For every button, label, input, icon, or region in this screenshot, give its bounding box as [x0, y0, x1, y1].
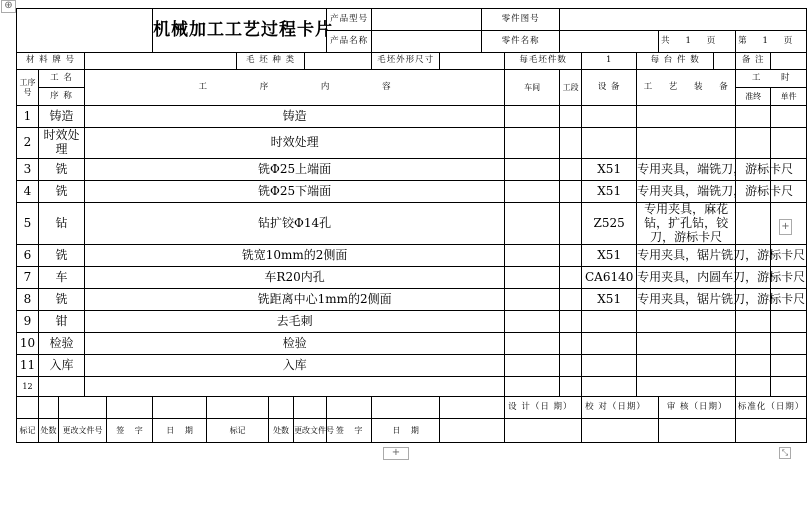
- op-section[interactable]: [560, 181, 582, 203]
- op-name[interactable]: 车: [39, 267, 85, 289]
- op-unit[interactable]: [771, 106, 807, 128]
- op-workshop[interactable]: [505, 267, 560, 289]
- op-name[interactable]: 铣: [39, 159, 85, 181]
- table-row: [17, 128, 807, 159]
- part-drawing-no-value[interactable]: [560, 9, 807, 31]
- op-workshop[interactable]: [505, 355, 560, 377]
- op-section[interactable]: [560, 159, 582, 181]
- rev-blank[interactable]: [59, 397, 107, 419]
- op-content[interactable]: 铣Φ25下端面: [85, 181, 505, 203]
- op-no[interactable]: 3: [17, 159, 39, 181]
- op-equipment[interactable]: [582, 377, 637, 397]
- col-equipment: 设 备: [582, 70, 637, 106]
- proofread-label: 校 对（日期）: [582, 397, 659, 419]
- op-equipment[interactable]: Z525: [582, 203, 637, 245]
- rev-sign-label: 签 字: [107, 419, 153, 443]
- col-workshop: 车间: [505, 70, 560, 106]
- table-row: [17, 106, 807, 128]
- op-equipment[interactable]: X51: [582, 159, 637, 181]
- op-name[interactable]: 钻: [39, 203, 85, 245]
- op-no[interactable]: 2: [17, 128, 39, 159]
- op-equipment[interactable]: [582, 128, 637, 159]
- table-move-handle[interactable]: ⊕: [1, 0, 16, 13]
- op-tooling[interactable]: 专用夹具，麻花钻，扩孔钻，铰刀，游标卡尺: [637, 203, 736, 245]
- rev-blank[interactable]: [207, 397, 269, 419]
- table-row: [17, 311, 807, 333]
- col-op-no: 工序号: [17, 70, 39, 106]
- rev-blank[interactable]: [440, 397, 505, 419]
- rev-doc-no-label-2: 更改文件号: [294, 419, 327, 443]
- blank-type-label: 毛 坯 种 类: [237, 53, 305, 70]
- op-no[interactable]: 10: [17, 333, 39, 355]
- op-section[interactable]: [560, 128, 582, 159]
- op-no[interactable]: 7: [17, 267, 39, 289]
- op-content[interactable]: 车R20内孔: [85, 267, 505, 289]
- rev-blank[interactable]: [17, 397, 39, 419]
- op-prep[interactable]: [736, 377, 771, 397]
- col-op-content: 工 序 内 容: [85, 70, 505, 106]
- pieces-per-blank-value[interactable]: 1: [582, 53, 637, 70]
- per-unit-value[interactable]: [714, 53, 736, 70]
- col-hours: 工 时: [736, 70, 807, 88]
- rev-date-label-2: 日 期: [372, 419, 440, 443]
- op-content[interactable]: 去毛刺: [85, 311, 505, 333]
- page-prefix: 第: [738, 35, 748, 46]
- op-workshop[interactable]: [505, 289, 560, 311]
- op-tooling[interactable]: 专用夹具，端铣刀，游标卡尺: [637, 159, 736, 181]
- col-unit: 单件: [771, 88, 807, 106]
- table-row: [17, 333, 807, 355]
- op-workshop[interactable]: [505, 181, 560, 203]
- table-resize-handle[interactable]: ⤡: [779, 447, 791, 459]
- op-name[interactable]: 铣: [39, 289, 85, 311]
- table-row: [17, 377, 807, 397]
- op-no[interactable]: 12: [17, 377, 39, 397]
- remarks-label: 备 注: [736, 53, 771, 70]
- col-tooling: 工 艺 装 备: [637, 70, 736, 106]
- op-workshop[interactable]: [505, 159, 560, 181]
- op-equipment[interactable]: X51: [582, 289, 637, 311]
- product-model-value[interactable]: [372, 9, 482, 31]
- process-card-table: [16, 8, 807, 443]
- part-name-label: 零件名称: [482, 31, 560, 53]
- total-pages-cell: [659, 31, 736, 53]
- review-value[interactable]: [659, 419, 736, 443]
- op-prep[interactable]: [736, 311, 771, 333]
- op-unit[interactable]: [771, 355, 807, 377]
- op-workshop[interactable]: [505, 245, 560, 267]
- op-section[interactable]: [560, 106, 582, 128]
- table-row: [17, 159, 807, 181]
- op-tooling[interactable]: 专用夹具，内圆车刀，游标卡尺: [637, 267, 736, 289]
- op-equipment[interactable]: [582, 333, 637, 355]
- op-tooling[interactable]: [637, 311, 736, 333]
- blank-type-value[interactable]: [305, 53, 372, 70]
- col-prep: 准终: [736, 88, 771, 106]
- op-content[interactable]: 铣Φ25上端面: [85, 159, 505, 181]
- op-section[interactable]: [560, 203, 582, 245]
- op-equipment[interactable]: [582, 355, 637, 377]
- rev-count-label-2: 处数: [269, 419, 294, 443]
- rev-blank[interactable]: [153, 397, 207, 419]
- rev-blank[interactable]: [440, 419, 505, 443]
- part-drawing-no-label: 零件图号: [482, 9, 560, 31]
- op-section[interactable]: [560, 245, 582, 267]
- op-unit[interactable]: [771, 311, 807, 333]
- blank-size-label: 毛坯外形尺寸: [372, 53, 440, 70]
- table-row: [17, 203, 807, 245]
- op-workshop[interactable]: [505, 311, 560, 333]
- op-equipment[interactable]: X51: [582, 181, 637, 203]
- page-no-cell: [736, 31, 807, 53]
- blank-size-value[interactable]: [440, 53, 505, 70]
- op-name[interactable]: 入库: [39, 355, 85, 377]
- op-equipment[interactable]: CA6140: [582, 267, 637, 289]
- per-unit-label: 每 台 件 数: [637, 53, 714, 70]
- op-tooling[interactable]: 专用夹具，锯片铣刀，游标卡尺: [637, 289, 736, 311]
- op-workshop[interactable]: [505, 333, 560, 355]
- op-prep[interactable]: [736, 333, 771, 355]
- product-model-label: 产品型号: [327, 9, 372, 31]
- design-value[interactable]: [505, 419, 582, 443]
- op-tooling[interactable]: [637, 128, 736, 159]
- design-label: 设 计（日 期）: [505, 397, 582, 419]
- op-workshop[interactable]: [505, 377, 560, 397]
- op-no[interactable]: 9: [17, 311, 39, 333]
- rev-mark-label: 标记: [17, 419, 39, 443]
- op-name[interactable]: 铸造: [39, 106, 85, 128]
- part-name-value[interactable]: [560, 31, 659, 53]
- rev-blank[interactable]: [327, 397, 372, 419]
- op-section[interactable]: [560, 377, 582, 397]
- op-no[interactable]: 11: [17, 355, 39, 377]
- material-grade-value[interactable]: [85, 53, 237, 70]
- table-row: [17, 289, 807, 311]
- table-row: [17, 181, 807, 203]
- op-prep[interactable]: [736, 128, 771, 159]
- op-tooling[interactable]: [637, 355, 736, 377]
- total-unit: 页: [706, 35, 717, 46]
- remarks-value[interactable]: [771, 53, 807, 70]
- material-grade-label: 材 料 牌 号: [17, 53, 85, 70]
- rev-date-label: 日 期: [153, 419, 207, 443]
- op-equipment[interactable]: X51: [582, 245, 637, 267]
- col-op-name-1: 工 名: [39, 70, 85, 88]
- op-section[interactable]: [560, 333, 582, 355]
- page-unit: 页: [783, 35, 794, 46]
- op-name[interactable]: 钳: [39, 311, 85, 333]
- op-content[interactable]: 铣宽10mm的2侧面: [85, 245, 505, 267]
- op-unit[interactable]: [771, 128, 807, 159]
- standardize-label: 标准化（日期）: [736, 397, 807, 419]
- rev-blank[interactable]: [269, 397, 294, 419]
- proofread-value[interactable]: [582, 419, 659, 443]
- total-pages: 1: [685, 35, 692, 46]
- op-section[interactable]: [560, 311, 582, 333]
- op-content[interactable]: 铸造: [85, 106, 505, 128]
- op-content[interactable]: [85, 377, 505, 397]
- total-prefix: 共: [661, 35, 671, 46]
- product-name-value[interactable]: [372, 31, 482, 53]
- op-workshop[interactable]: [505, 203, 560, 245]
- standardize-value[interactable]: [736, 419, 807, 443]
- op-unit[interactable]: [771, 377, 807, 397]
- op-equipment[interactable]: [582, 311, 637, 333]
- op-name[interactable]: 铣: [39, 245, 85, 267]
- blank-header-cell: [17, 9, 153, 53]
- process-card: [16, 8, 806, 443]
- page-no: 1: [762, 35, 769, 46]
- add-row-button[interactable]: +: [383, 447, 409, 460]
- op-content[interactable]: 钻扩铰Φ14孔: [85, 203, 505, 245]
- op-prep[interactable]: [736, 106, 771, 128]
- op-content[interactable]: 入库: [85, 355, 505, 377]
- op-no[interactable]: 5: [17, 203, 39, 245]
- rev-blank[interactable]: [294, 397, 327, 419]
- product-name-label: 产品名称: [327, 31, 372, 53]
- pieces-per-blank-label: 每毛坯件数: [505, 53, 582, 70]
- add-column-button[interactable]: +: [779, 219, 792, 235]
- op-name[interactable]: [39, 377, 85, 397]
- op-prep[interactable]: [736, 203, 771, 245]
- rev-blank[interactable]: [39, 397, 59, 419]
- table-row: [17, 245, 807, 267]
- op-unit[interactable]: [771, 333, 807, 355]
- op-name[interactable]: 检验: [39, 333, 85, 355]
- op-tooling[interactable]: 专用夹具，端铣刀，游标卡尺: [637, 181, 736, 203]
- op-name[interactable]: 时效处理: [39, 128, 85, 159]
- op-workshop[interactable]: [505, 128, 560, 159]
- op-workshop[interactable]: [505, 106, 560, 128]
- table-row: [17, 355, 807, 377]
- op-no[interactable]: 1: [17, 106, 39, 128]
- rev-count-label: 处数: [39, 419, 59, 443]
- table-row: [17, 267, 807, 289]
- op-content[interactable]: 铣距离中心1mm的2侧面: [85, 289, 505, 311]
- op-tooling[interactable]: [637, 333, 736, 355]
- rev-sign-label-2: 签 字: [327, 419, 372, 443]
- col-op-name-2: 序 称: [39, 88, 85, 106]
- rev-doc-no-label: 更改文件号: [59, 419, 107, 443]
- rev-blank[interactable]: [107, 397, 153, 419]
- op-equipment[interactable]: [582, 106, 637, 128]
- op-no[interactable]: 8: [17, 289, 39, 311]
- op-content[interactable]: 时效处理: [85, 128, 505, 159]
- card-title: 机械加工工艺过程卡片: [153, 9, 327, 53]
- op-tooling[interactable]: [637, 377, 736, 397]
- col-section: 工段: [560, 70, 582, 106]
- op-tooling[interactable]: [637, 106, 736, 128]
- op-no[interactable]: 6: [17, 245, 39, 267]
- rev-blank[interactable]: [372, 397, 440, 419]
- op-section[interactable]: [560, 267, 582, 289]
- op-tooling[interactable]: 专用夹具，锯片铣刀，游标卡尺: [637, 245, 736, 267]
- review-label: 审 核（日期）: [659, 397, 736, 419]
- op-section[interactable]: [560, 289, 582, 311]
- rev-mark-label-2: 标记: [207, 419, 269, 443]
- op-content[interactable]: 检验: [85, 333, 505, 355]
- op-name[interactable]: 铣: [39, 181, 85, 203]
- op-no[interactable]: 4: [17, 181, 39, 203]
- op-prep[interactable]: [736, 355, 771, 377]
- op-section[interactable]: [560, 355, 582, 377]
